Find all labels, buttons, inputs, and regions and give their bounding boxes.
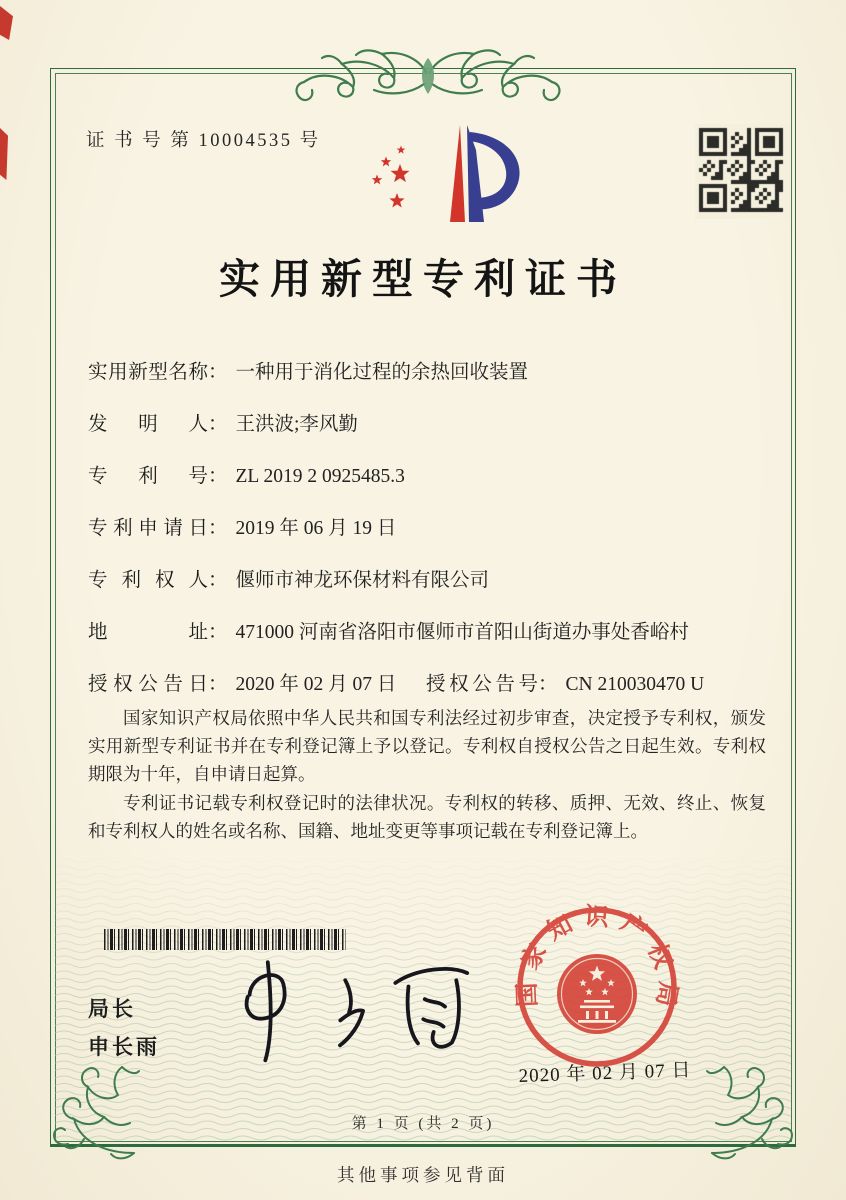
field-value: 偃师市神龙环保材料有限公司 [235,570,490,591]
field-value: 471000 河南省洛阳市偃师市首阳山街道办事处香峪村 [235,622,689,643]
field-row-patent-no [88,460,778,512]
colon: ： [208,570,228,591]
legal-paragraph: 国家知识产权局依照中华人民共和国专利法经过初步审查，决定授予专利权，颁发实用新型专利证书并在专利登记簿上予以登记。专利权自授权公告之日起生效。专利权期限为十年，自申请日起算。 [88,708,766,784]
field-row-inventor [88,408,778,460]
field-row-pub-no [426,668,704,696]
field-label: 实用新型名称 [88,362,208,383]
floral-corner-ornament-icon [706,1056,818,1158]
handwritten-signature [227,949,482,1068]
field-value: 2020 年 02 月 07 日 [235,674,397,695]
cnipa-seal [512,902,682,1072]
colon: ： [208,674,228,695]
seal-date: 2020 年 02 月 07 日 [518,1059,692,1088]
field-label: 专利申请日 [88,518,208,539]
field-row-patentee [88,564,778,616]
field-label: 专利权人 [88,570,208,591]
certificate-number: 证 书 号 第 10004535 号 [86,131,321,151]
field-row-name [88,356,778,408]
field-list [88,356,778,720]
field-value: 一种用于消化过程的余热回收装置 [235,362,529,383]
cnipa-logo-icon [338,110,526,238]
qr-code [695,124,790,219]
colon: ： [208,414,228,435]
commissioner-role: 局长 [88,998,136,1021]
field-label: 发明人 [88,414,208,435]
field-label: 授权公告号 [426,674,538,695]
commissioner-name: 申长雨 [88,1036,160,1059]
certificate-title: 实用新型专利证书 [219,256,627,302]
barcode [104,929,346,950]
legal-text [88,704,766,846]
red-edge-mark [0,128,8,180]
dragon-scroll-ornament-icon [286,32,570,106]
field-value: 2019 年 06 月 19 日 [235,518,397,539]
colon: ： [208,622,228,643]
colon: ： [208,466,228,487]
field-row-address [88,616,778,668]
national-emblem [557,954,637,1034]
field-value: ZL 2019 2 0925485.3 [235,466,405,487]
page-number: 第 1 页 (共 2 页) [351,1116,495,1132]
colon: ： [208,362,228,383]
field-value: CN 210030470 U [565,674,705,695]
field-value: 王洪波;李风勤 [235,414,358,435]
colon: ： [208,518,228,539]
field-label: 地址 [88,622,208,643]
legal-paragraph: 专利证书记载专利权登记时的法律状况。专利权的转移、质押、无效、终止、恢复和专利权人的姓名或名称、国籍、地址变更等事项记载在专利登记簿上。 [88,793,766,841]
qr-code-canvas [695,124,790,219]
colon: ： [538,674,558,695]
seal-ring-text: 国家知识产权局 [513,903,682,1019]
field-label: 专利号 [88,466,208,487]
field-label: 授权公告日 [88,674,208,695]
floral-corner-ornament-icon [28,1056,140,1158]
red-edge-mark [0,6,13,40]
back-side-note: 其他事项参见背面 [337,1165,509,1185]
field-row-filing-date [88,512,778,564]
